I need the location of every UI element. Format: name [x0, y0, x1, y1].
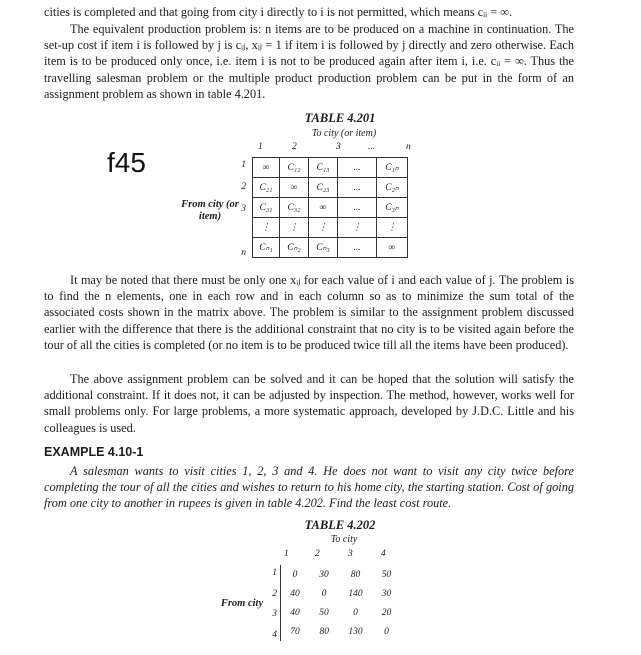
table-cell: 40 [290, 607, 300, 618]
table-cell: 0 [292, 569, 298, 580]
watermark-label: f45 [107, 147, 146, 178]
table1-grid [252, 157, 408, 258]
table-cell: Cₙ₁ [253, 238, 280, 258]
table2-col-header: 1 [284, 549, 289, 559]
table-cell: C₃₁ [253, 198, 280, 218]
table-row [253, 218, 408, 238]
table-row [281, 584, 402, 603]
table-cell: C₂ₙ [377, 178, 408, 198]
table-row [281, 565, 402, 584]
table-cell: 50 [381, 569, 392, 580]
table2-row-headers [267, 565, 277, 655]
table2-col-headers [284, 549, 394, 561]
table-cell: ... [338, 178, 377, 198]
table1-col-header: ... [368, 142, 376, 152]
table1-side-label: From city (or item) [181, 199, 239, 222]
table-cell: 70 [290, 626, 300, 637]
table-cell: ⋮ [253, 218, 280, 238]
table-cell: 0 [384, 626, 389, 637]
table2-col-header: 4 [381, 549, 386, 559]
table-cell: 80 [319, 626, 329, 637]
example-heading: EXAMPLE 4.10-1 [44, 445, 144, 459]
table-cell: ∞ [280, 178, 309, 198]
table-cell: 20 [381, 607, 392, 618]
table-cell: ⋮ [338, 218, 377, 238]
paragraph-production-problem: The equivalent production problem is: n items are to be produced on a machine in continuation. The set-up cost if item i is followed by j is cᵢⱼ, xᵢⱼ = 1 if item i is followed by j directly and zero otherwise. Each item is to be produced only once, i.e. item i is not to be produced again after item i, i.e. cᵢᵢ = ∞. Thus the travelling salesman problem or the multiple product production problem can be put in the form of an assignment problem as shown in table 4.201. [44, 22, 574, 101]
table-cell: 40 [290, 588, 300, 599]
table1-col-header: 1 [258, 142, 263, 152]
table-cell: C₁₂ [280, 158, 309, 178]
table-row [253, 178, 408, 198]
table-cell: Cₙ₃ [309, 238, 338, 258]
table1-col-headers [258, 142, 411, 154]
table-cell: 80 [350, 569, 361, 580]
table1-subcaption: To city (or item) [311, 128, 377, 139]
table-cell: ∞ [253, 158, 280, 178]
table-row [281, 603, 402, 622]
table1-caption: TABLE 4.201 [304, 111, 376, 125]
table-row [253, 198, 408, 218]
table-cell: ... [338, 198, 377, 218]
table1-col-header: 2 [292, 142, 297, 152]
table1-col-header: n [406, 142, 411, 152]
table-cell: ... [338, 238, 377, 258]
table-cell: ⋮ [280, 218, 309, 238]
table-cell: C₂₁ [253, 178, 280, 198]
paragraph-method: The above assignment problem can be solved and it can be hoped that the solution will satisfy the additional constraint. If it does not, it can be adjusted by inspection. The method, however, works well for small problems only. For large problems, a more systematic approach, developed by J.D.C. Little and his colleagues is used. [44, 372, 574, 435]
table2-row-header: 2 [272, 589, 277, 599]
table-cell: ... [338, 158, 377, 178]
table-row [253, 158, 408, 178]
table-cell: ∞ [377, 238, 408, 258]
table-cell: 50 [319, 607, 329, 618]
table2-grid [280, 565, 402, 641]
table-cell: C₃₂ [280, 198, 309, 218]
paragraph-explanation: It may be noted that there must be only one xᵢⱼ for each value of i and each value of j. The problem is to find the n elements, one in each row and in each column so as to minimize the sum total of the associated costs shown in the matrix above. The problem is similar to the assignment problem discussed earlier with the difference that there is the additional constraint that no city is to be visited again before the tour of all the cities is completed (or no item is to be produced twice till all the items have been produced). [44, 273, 574, 352]
table-cell: C₁₃ [309, 158, 338, 178]
table2-subcaption: To city [330, 534, 358, 545]
table2-caption: TABLE 4.202 [304, 518, 376, 532]
table1-row-header: 2 [241, 182, 246, 192]
table-cell: 0 [321, 588, 327, 599]
table2-side-label: From city [220, 598, 264, 609]
table-row [253, 238, 408, 258]
table-cell: 30 [381, 588, 392, 599]
table-cell: 130 [348, 626, 363, 637]
example-text: A salesman wants to visit cities 1, 2, 3 and 4. He does not want to visit any city twice before completing the tour of all the cities and wishes to return to his home city, the starting station. Cost of going from one city to another in rupees is given in table 4.202. Find the least cost route. [44, 464, 574, 511]
paragraph-top: cities is completed and that going from city i directly to i is not permitted, which means cᵢᵢ = ∞. [44, 5, 513, 19]
table-cell: ⋮ [309, 218, 338, 238]
table2-col-header: 2 [315, 549, 320, 559]
table2-row-header: 1 [272, 568, 277, 578]
table-cell: 0 [353, 607, 358, 618]
table-cell: ∞ [309, 198, 338, 218]
table-cell: ⋮ [377, 218, 408, 238]
table-row [281, 622, 402, 641]
table2-row-header: 4 [272, 630, 277, 640]
table-cell: C₃ₙ [377, 198, 408, 218]
table-cell: C₁ₙ [377, 158, 408, 178]
table2-col-header: 3 [348, 549, 353, 559]
table1-row-header: 3 [241, 204, 246, 214]
table1-col-header: 3 [336, 142, 341, 152]
table-cell: 140 [348, 588, 363, 599]
table-cell: 30 [319, 569, 329, 580]
table1-row-header: n [241, 248, 246, 258]
table2-row-header: 3 [272, 609, 277, 619]
table-cell: C₂₃ [309, 178, 338, 198]
table-cell: Cₙ₂ [280, 238, 309, 258]
table1-row-header: 1 [241, 160, 246, 170]
